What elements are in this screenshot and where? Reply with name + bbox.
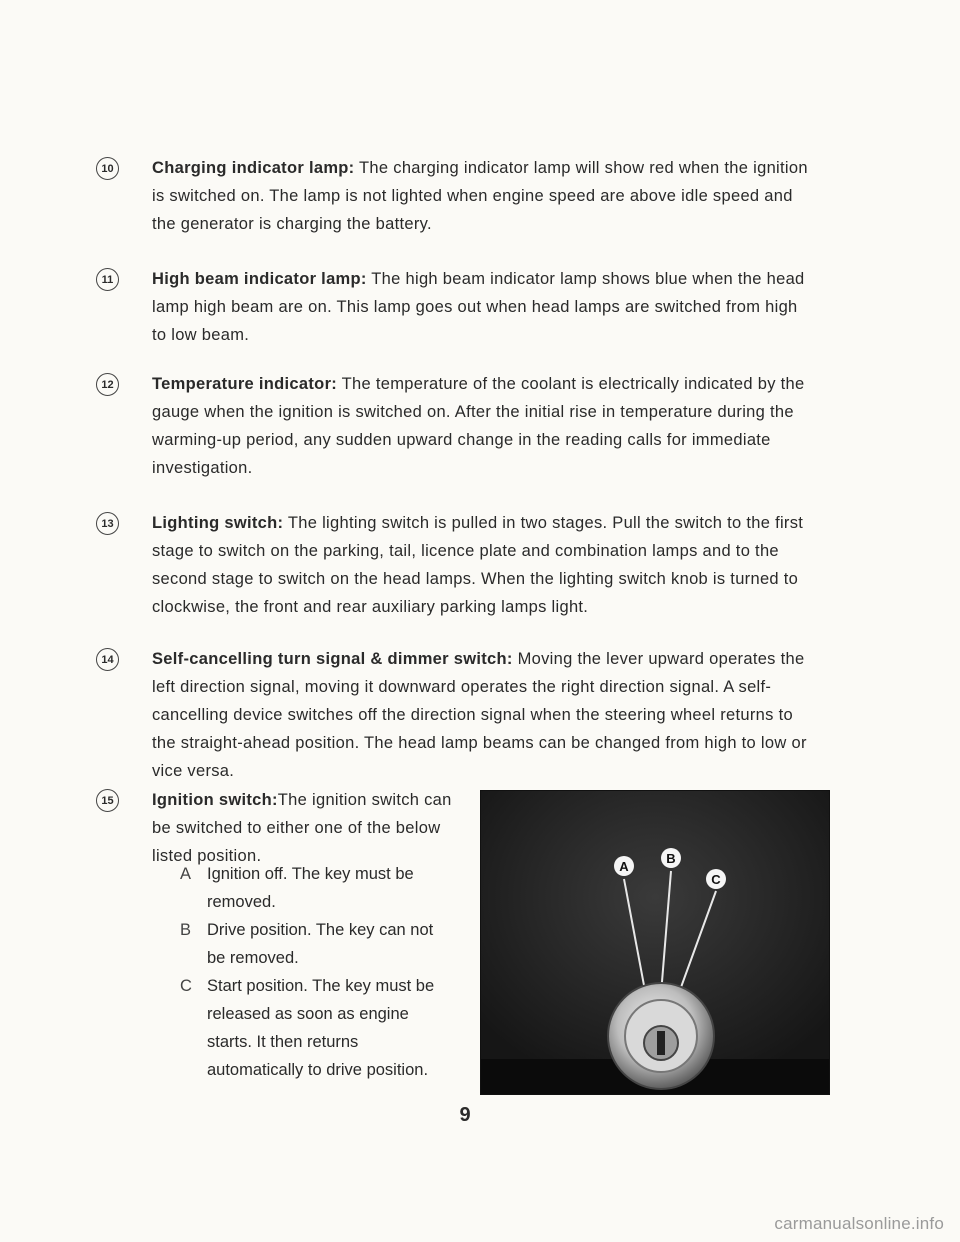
item-title: Ignition switch: (152, 791, 278, 809)
ignition-switch-illustration (481, 791, 829, 1094)
item-body: Moving the lever upward operates the left direction signal, moving it downward operates the right direction signal. A self-cancelling device switches off the direction signal when the steering wheel returns to the straight-ahead position. The head lamp beams can be changed from high to low or vice versa. (152, 650, 807, 780)
item-title: Lighting switch: (152, 514, 284, 532)
footer-watermark: carmanualsonline.info (774, 1214, 944, 1233)
option-letter: A (180, 865, 192, 883)
ignition-switch-section (96, 786, 466, 870)
option-letter: B (180, 921, 192, 939)
item-number-badge: 15 (96, 789, 119, 812)
option-text: Drive position. The key can not be removed. (207, 921, 434, 967)
item-text (152, 645, 816, 785)
option-text: Ignition off. The key must be removed. (207, 865, 414, 911)
ignition-options-list (180, 860, 450, 1084)
item-text (152, 509, 816, 621)
item-body: The high beam indicator lamp shows blue when the head lamp high beam are on. This lamp goes out when head lamps are switched from high to low beam. (152, 270, 805, 344)
item-text (152, 154, 816, 238)
item-title: Self-cancelling turn signal & dimmer switch: (152, 650, 513, 668)
item-text (152, 786, 466, 870)
item-number-badge: 13 (96, 512, 119, 535)
item-number-badge: 10 (96, 157, 119, 180)
item-body: The lighting switch is pulled in two stages. Pull the switch to the first stage to switch on the parking, tail, licence plate and combination lamps and to the second stage to switch on the head lamps. When the lighting switch knob is turned to clockwise, the front and rear auxiliary parking lamps light. (152, 514, 804, 616)
photo-label-b: B (666, 851, 676, 866)
item-title: Temperature indicator: (152, 375, 338, 393)
list-item (180, 860, 450, 916)
option-letter: C (180, 977, 192, 995)
high-beam-indicator-section (96, 265, 816, 349)
item-text (152, 370, 816, 482)
lighting-switch-section (96, 509, 816, 621)
item-title: High beam indicator lamp: (152, 270, 367, 288)
key-slot (657, 1031, 665, 1055)
item-number-badge: 12 (96, 373, 119, 396)
list-item (180, 972, 450, 1084)
turn-signal-section (96, 645, 816, 785)
item-body: The temperature of the coolant is electrically indicated by the gauge when the ignition is switched on. After the initial rise in temperature during the warming-up period, any sudden upward change in the reading calls for immediate investigation. (152, 375, 805, 477)
item-number-badge: 14 (96, 648, 119, 671)
page-number: 9 (459, 1104, 471, 1126)
list-item (180, 916, 450, 972)
temperature-indicator-section (96, 370, 816, 482)
ignition-switch-photo (480, 790, 830, 1095)
item-body: The ignition switch can be switched to either one of the below listed position. (152, 791, 452, 865)
photo-label-a: A (619, 859, 629, 874)
item-text (152, 265, 816, 349)
item-body: The charging indicator lamp will show red when the ignition is switched on. The lamp is not lighted when engine speed are above idle speed and the generator is charging the battery. (152, 159, 808, 233)
item-number-badge: 11 (96, 268, 119, 291)
item-title: Charging indicator lamp: (152, 159, 355, 177)
charging-indicator-section (96, 154, 816, 238)
photo-label-c: C (711, 872, 721, 887)
option-text: Start position. The key must be released as soon as engine starts. It then returns automatically to drive position. (207, 977, 435, 1079)
